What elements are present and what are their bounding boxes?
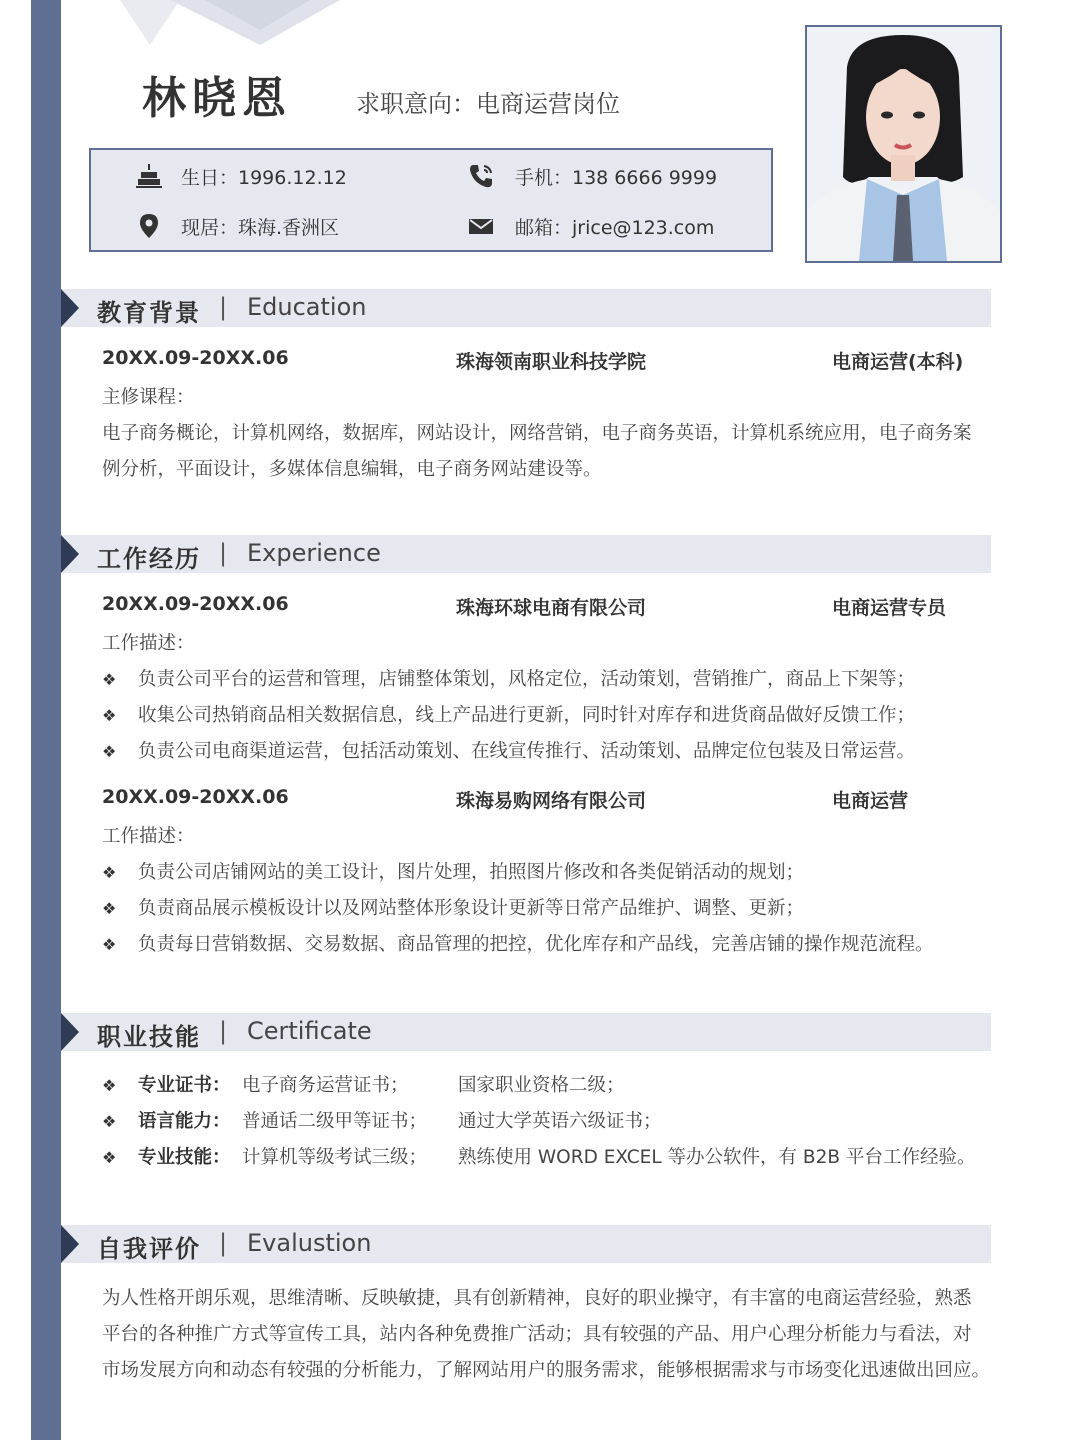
diamond-bullet-icon: ❖ [102,670,117,689]
header-decoration [110,0,350,50]
education-period: 20XX.09-20XX.06 [102,347,289,369]
section-header-evaluation [61,1225,991,1263]
evaluation-line: 市场发展方向和动态有较强的分析能力，了解网站用户的服务需求，能够根据需求与市场变化迅速做出回应。 [102,1360,991,1381]
job-role: 电商运营 [832,790,909,812]
section-title-en: Certificate [247,1017,372,1045]
profile-photo [805,25,1002,263]
section-header-skills [61,1013,991,1051]
section-title-cn: 工作经历 [97,545,201,573]
section-separator: | [219,293,228,321]
section-title-en: Experience [247,539,381,567]
section-title-cn: 自我评价 [97,1235,201,1263]
job-bullet: ❖ 负责公司平台的运营和管理，店铺整体策划，风格定位，活动策划，营销推广，商品上下架等； [102,669,916,690]
job-bullet: ❖ 负责每日营销数据、交易数据、商品管理的把控，优化库存和产品线，完善店铺的操作规范流程。 [102,934,934,955]
section-header-experience [61,535,991,573]
job-company: 珠海易购网络有限公司 [456,790,647,812]
skill-value: 通过大学英语六级证书； [458,1111,662,1132]
section-title-cn: 教育背景 [97,299,201,327]
location-pin-icon [135,212,163,240]
cake-icon [135,162,163,190]
section-marker [61,289,79,327]
diamond-bullet-icon: ❖ [102,706,117,725]
section-marker [61,1225,79,1263]
job-desc-label: 工作描述： [102,633,195,654]
job-intent: 求职意向：电商运营岗位 [356,90,620,118]
job-desc-label: 工作描述： [102,826,195,847]
location-text: 现居：珠海.香洲区 [181,217,340,239]
section-separator: | [219,1229,228,1257]
diamond-bullet-icon: ❖ [102,899,117,918]
phone-icon [467,162,495,190]
job-bullet: ❖ 负责公司电商渠道运营，包括活动策划、在线宣传推行、活动策划、品牌定位包装及日常运营。 [102,741,916,762]
skill-row: ❖ 专业证书： [102,1075,231,1096]
left-accent-bar [31,0,61,1440]
job-role: 电商运营专员 [832,597,947,619]
job-company: 珠海环球电商有限公司 [456,597,647,619]
job-bullet: ❖ 收集公司热销商品相关数据信息，线上产品进行更新，同时针对库存和进货商品做好反馈工作； [102,705,916,726]
section-title-en: Education [247,293,367,321]
education-major: 电商运营(本科) [832,351,964,373]
section-marker [61,535,79,573]
courses-label: 主修课程： [102,387,195,408]
diamond-bullet-icon: ❖ [102,1112,117,1131]
diamond-bullet-icon: ❖ [102,863,117,882]
diamond-bullet-icon: ❖ [102,935,117,954]
candidate-name: 林晓恩 [142,73,292,124]
courses-line: 电子商务概论，计算机网络，数据库，网站设计，网络营销，电子商务英语，计算机系统应用，电子商务案 [102,423,972,444]
skill-value: 普通话二级甲等证书； [242,1111,428,1132]
mail-icon [467,212,495,240]
job-period: 20XX.09-20XX.06 [102,593,289,615]
education-school: 珠海领南职业科技学院 [456,351,647,373]
section-title-en: Evalustion [247,1229,372,1257]
section-title-cn: 职业技能 [97,1023,201,1051]
section-separator: | [219,1017,228,1045]
courses-line: 例分析，平面设计，多媒体信息编辑，电子商务网站建设等。 [102,459,602,480]
email-text: 邮箱：jrice@123.com [515,217,715,239]
skill-row: ❖ 语言能力： [102,1111,231,1132]
skill-value: 计算机等级考试三级； [242,1147,428,1168]
job-bullet: ❖ 负责公司店铺网站的美工设计，图片处理，拍照图片修改和各类促销活动的规划； [102,862,805,883]
birthday-text: 生日：1996.12.12 [181,167,347,189]
evaluation-line: 为人性格开朗乐观，思维清晰、反映敏捷，具有创新精神，良好的职业操守，有丰富的电商运营经验，熟悉 [102,1288,972,1309]
skill-value: 熟练使用 WORD EXCEL 等办公软件，有 B2B 平台工作经验。 [458,1147,976,1168]
skill-row: ❖ 专业技能： [102,1147,231,1168]
skill-value: 国家职业资格二级； [458,1075,625,1096]
diamond-bullet-icon: ❖ [102,1148,117,1167]
phone-text: 手机：138 6666 9999 [515,167,718,189]
job-period: 20XX.09-20XX.06 [102,786,289,808]
section-header-education [61,289,991,327]
job-bullet: ❖ 负责商品展示模板设计以及网站整体形象设计更新等日常产品维护、调整、更新； [102,898,805,919]
section-marker [61,1013,79,1051]
evaluation-line: 平台的各种推广方式等宣传工具，站内各种免费推广活动；具有较强的产品、用户心理分析能力与看法，对 [102,1324,972,1345]
skill-value: 电子商务运营证书； [242,1075,409,1096]
contact-info-box [89,148,773,252]
diamond-bullet-icon: ❖ [102,1076,117,1095]
diamond-bullet-icon: ❖ [102,742,117,761]
section-separator: | [219,539,228,567]
